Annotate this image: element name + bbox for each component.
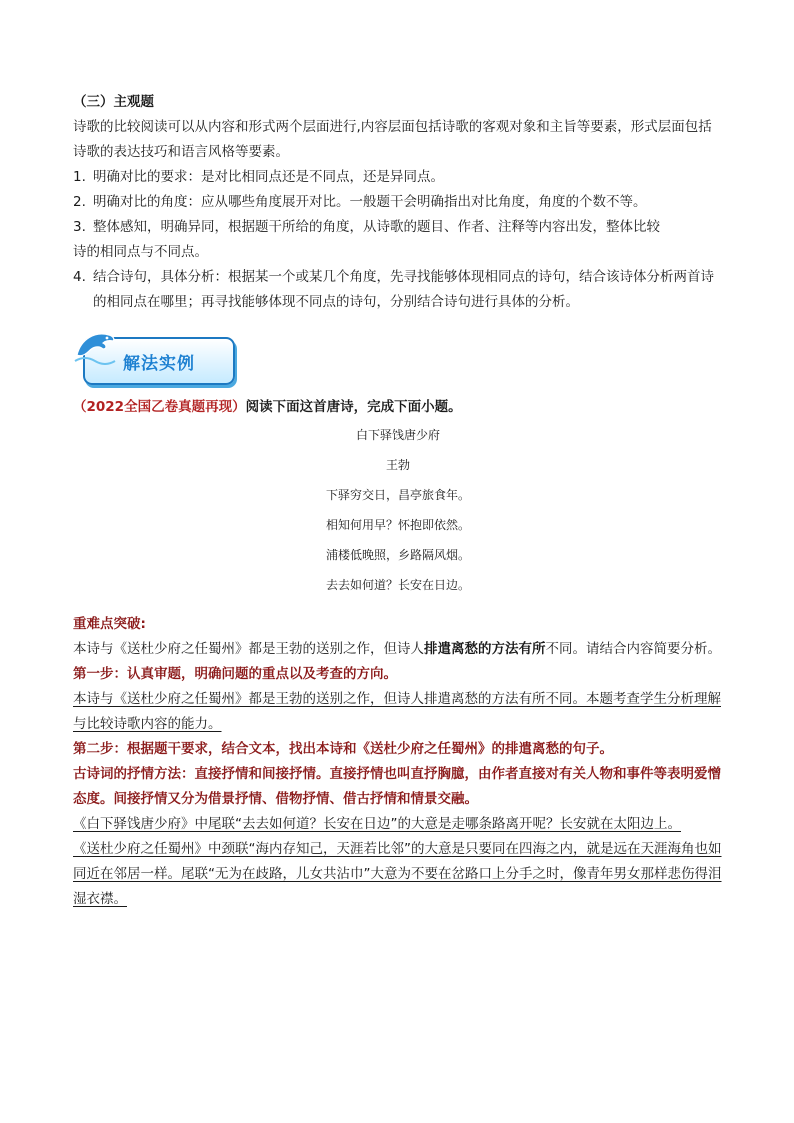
item-number: 1.: [73, 169, 86, 185]
list-item-continuation: 诗的相同点与不同点。: [73, 244, 208, 260]
example-intro: [73, 395, 723, 420]
item-number: 2.: [73, 194, 86, 210]
item-text: 明确对比的要求：是对比相同点还是不同点，还是异同点。: [93, 169, 444, 185]
key-heading: 重难点突破:: [73, 616, 146, 632]
step1-text: 本诗与《送杜少府之任蜀州》都是王勃的送别之作，但诗人排遣离愁的方法有所不同。本题考查学生分析理解与比较诗歌内容的能力。: [73, 691, 721, 732]
analysis-text: 《白下驿饯唐少府》中尾联“去去如何道？长安在日边”的大意是走哪条路离开呢？长安就在太阳边上。: [73, 816, 681, 832]
list-item: [73, 190, 723, 215]
step1-heading: 第一步：认真审题，明确问题的重点以及考查的方向。: [73, 666, 397, 682]
question-pre: 本诗与《送杜少府之任蜀州》都是王勃的送别之作，但诗人: [73, 641, 424, 657]
method-text: 古诗词的抒情方法：直接抒情和间接抒情。直接抒情也叫直抒胸臆，由作者直接对有关人物和事件等表明爱憎态度。间接抒情又分为借景抒情、借物抒情、借古抒情和情景交融。: [73, 766, 721, 807]
analysis-paragraph: [73, 837, 723, 912]
item-text: 结合诗句，具体分析：根据某一个或某几个角度，先寻找能够体现相同点的诗句，结合该诗体分析两首诗的相同点在哪里；再寻找能够体现不同点的诗句，分别结合诗句进行具体的分析。: [93, 269, 714, 310]
steps-list: [73, 165, 723, 315]
badge-label: 解法实例: [123, 354, 195, 374]
poem-author: 王勃: [385, 458, 410, 472]
poem-title: 白下驿饯唐少府: [355, 428, 440, 442]
question-text: [73, 637, 723, 662]
example-prompt: 阅读下面这首唐诗，完成下面小题。: [245, 399, 462, 415]
analysis-text: 《送杜少府之任蜀州》中颈联“海内存知己，天涯若比邻”的大意是只要同在四海之内，就是远在天涯海角也如同近在邻居一样。尾联“无为在歧路，儿女共沾巾”大意为不要在岔路口上分手之时，像青年男女那样悲伤得泪湿衣襟。: [73, 841, 722, 907]
example-source: （2022全国乙卷真题再现）: [73, 399, 246, 415]
poem-line: 相知何用早？怀抱即依然。: [325, 518, 470, 532]
item-number: 3.: [73, 219, 86, 235]
dolphin-icon: [73, 325, 117, 365]
section-title: （三）主观题: [73, 94, 154, 110]
poem: [73, 420, 723, 600]
step1-body: [73, 687, 723, 737]
list-item: [73, 265, 723, 315]
poem-line: 下驿穷交日，昌亭旅食年。: [325, 488, 470, 502]
document-page: [73, 90, 723, 912]
method-badge-area: [73, 325, 723, 395]
item-text: 整体感知，明确异同，根据题干所给的角度，从诗歌的题目、作者、注释等内容出发，整体比较: [93, 219, 660, 235]
poem-line: 去去如何道？长安在日边。: [325, 578, 470, 592]
list-item: [73, 215, 723, 240]
list-item: [73, 165, 723, 190]
step2-heading: 第二步：根据题干要求，结合文本，找出本诗和《送杜少府之任蜀州》的排遣离愁的句子。: [73, 741, 613, 757]
question-post: 不同。请结合内容简要分析。: [545, 641, 721, 657]
item-number: 4.: [73, 269, 86, 285]
question-bold: 排遣离愁的方法有所: [424, 641, 546, 657]
analysis-paragraph: [73, 812, 723, 837]
item-text: 明确对比的角度：应从哪些角度展开对比。一般题干会明确指出对比角度，角度的个数不等。: [93, 194, 647, 210]
poem-line: 浦楼低晚照，乡路隔风烟。: [325, 548, 470, 562]
intro-paragraph: 诗歌的比较阅读可以从内容和形式两个层面进行,内容层面包括诗歌的客观对象和主旨等要素，形式层面包括诗歌的表达技巧和语言风格等要素。: [73, 119, 712, 160]
